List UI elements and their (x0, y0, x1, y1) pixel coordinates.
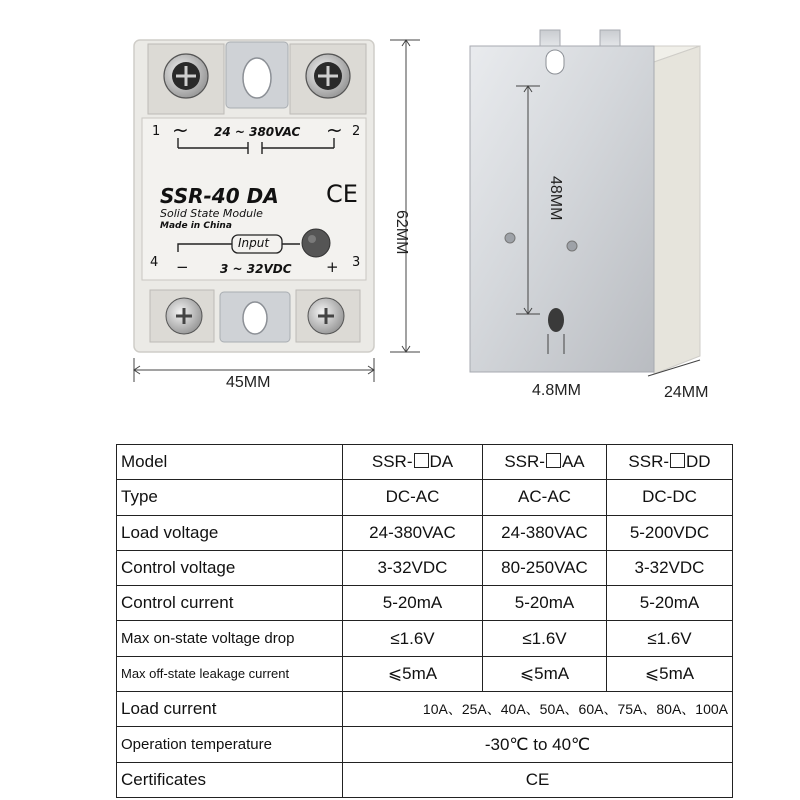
table-cell: ≤1.6V (607, 621, 733, 656)
table-cell: DC-DC (607, 480, 733, 515)
table-cell: SSR- DD (607, 445, 733, 480)
checkbox-icon (414, 453, 429, 468)
table-row (117, 480, 733, 515)
terminal-2-label: 2 (352, 124, 361, 139)
table-cell: SSR- AA (483, 445, 607, 480)
screw-icon (306, 54, 350, 98)
table-row (117, 621, 733, 656)
table-cell: 3-32VDC (343, 550, 483, 585)
table-cell: 5-20mA (607, 586, 733, 621)
table-row (117, 656, 733, 691)
table-cell: 3-32VDC (607, 550, 733, 585)
ssr-subtitle: Solid State Module (160, 207, 263, 220)
input-voltage-range: 3 ~ 32VDC (220, 262, 292, 276)
checkbox-icon (546, 453, 561, 468)
input-label: Input (238, 236, 270, 250)
hole-spacing-dimension: 48MM (547, 176, 564, 221)
table-row (117, 586, 733, 621)
row-label: Load voltage (117, 515, 343, 550)
table-cell: ⩽5mA (607, 656, 733, 691)
row-label: Certificates (117, 762, 343, 797)
table-row (117, 550, 733, 585)
minus-symbol-icon: − (176, 258, 189, 276)
terminal-4-label: 4 (150, 255, 159, 270)
table-cell: ≤1.6V (483, 621, 607, 656)
row-label: Control voltage (117, 550, 343, 585)
table-cell: 24-380VAC (483, 515, 607, 550)
screw-icon (164, 54, 208, 98)
hole-diameter-dimension: 4.8MM (532, 382, 581, 399)
table-row (117, 515, 733, 550)
table-row (117, 692, 733, 727)
table-cell: 5-20mA (343, 586, 483, 621)
plus-symbol-icon: + (326, 258, 339, 276)
row-label: Type (117, 480, 343, 515)
ac-symbol-icon: ~ (326, 118, 343, 142)
table-cell: ≤1.6V (343, 621, 483, 656)
table-cell: 80-250VAC (483, 550, 607, 585)
table-row (117, 762, 733, 797)
screw-icon (166, 298, 202, 334)
load-voltage-range: 24 ~ 380VAC (214, 125, 301, 139)
table-cell: 10A、25A、40A、50A、60A、75A、80A、100A (343, 692, 733, 727)
screw-icon (308, 298, 344, 334)
table-cell: ⩽5mA (343, 656, 483, 691)
terminal-3-label: 3 (352, 255, 361, 270)
ssr-side-view (470, 14, 700, 374)
table-row (117, 445, 733, 480)
table-cell: 24-380VAC (343, 515, 483, 550)
height-dimension: 62MM (393, 210, 410, 255)
checkbox-icon (670, 453, 685, 468)
ce-mark-icon: CE (326, 180, 358, 208)
row-label: Model (117, 445, 343, 480)
row-label: Operation temperature (117, 727, 343, 762)
row-label: Max on-state voltage drop (117, 621, 343, 656)
table-cell: -30℃ to 40℃ (343, 727, 733, 762)
ac-symbol-icon: ~ (172, 118, 189, 142)
width-dimension: 45MM (226, 374, 271, 391)
row-label: Max off-state leakage current (117, 656, 343, 691)
table-cell: 5-20mA (483, 586, 607, 621)
ssr-model-name: SSR-40 DA (160, 184, 279, 208)
spec-table (116, 444, 733, 798)
row-label: Load current (117, 692, 343, 727)
table-cell: AC-AC (483, 480, 607, 515)
table-cell: 5-200VDC (607, 515, 733, 550)
table-cell: DC-AC (343, 480, 483, 515)
terminal-1-label: 1 (152, 124, 161, 139)
table-cell: ⩽5mA (483, 656, 607, 691)
row-label: Control current (117, 586, 343, 621)
made-in-label: Made in China (160, 221, 232, 231)
table-cell: CE (343, 762, 733, 797)
table-cell: SSR- DA (343, 445, 483, 480)
depth-dimension: 24MM (664, 384, 709, 401)
table-row (117, 727, 733, 762)
